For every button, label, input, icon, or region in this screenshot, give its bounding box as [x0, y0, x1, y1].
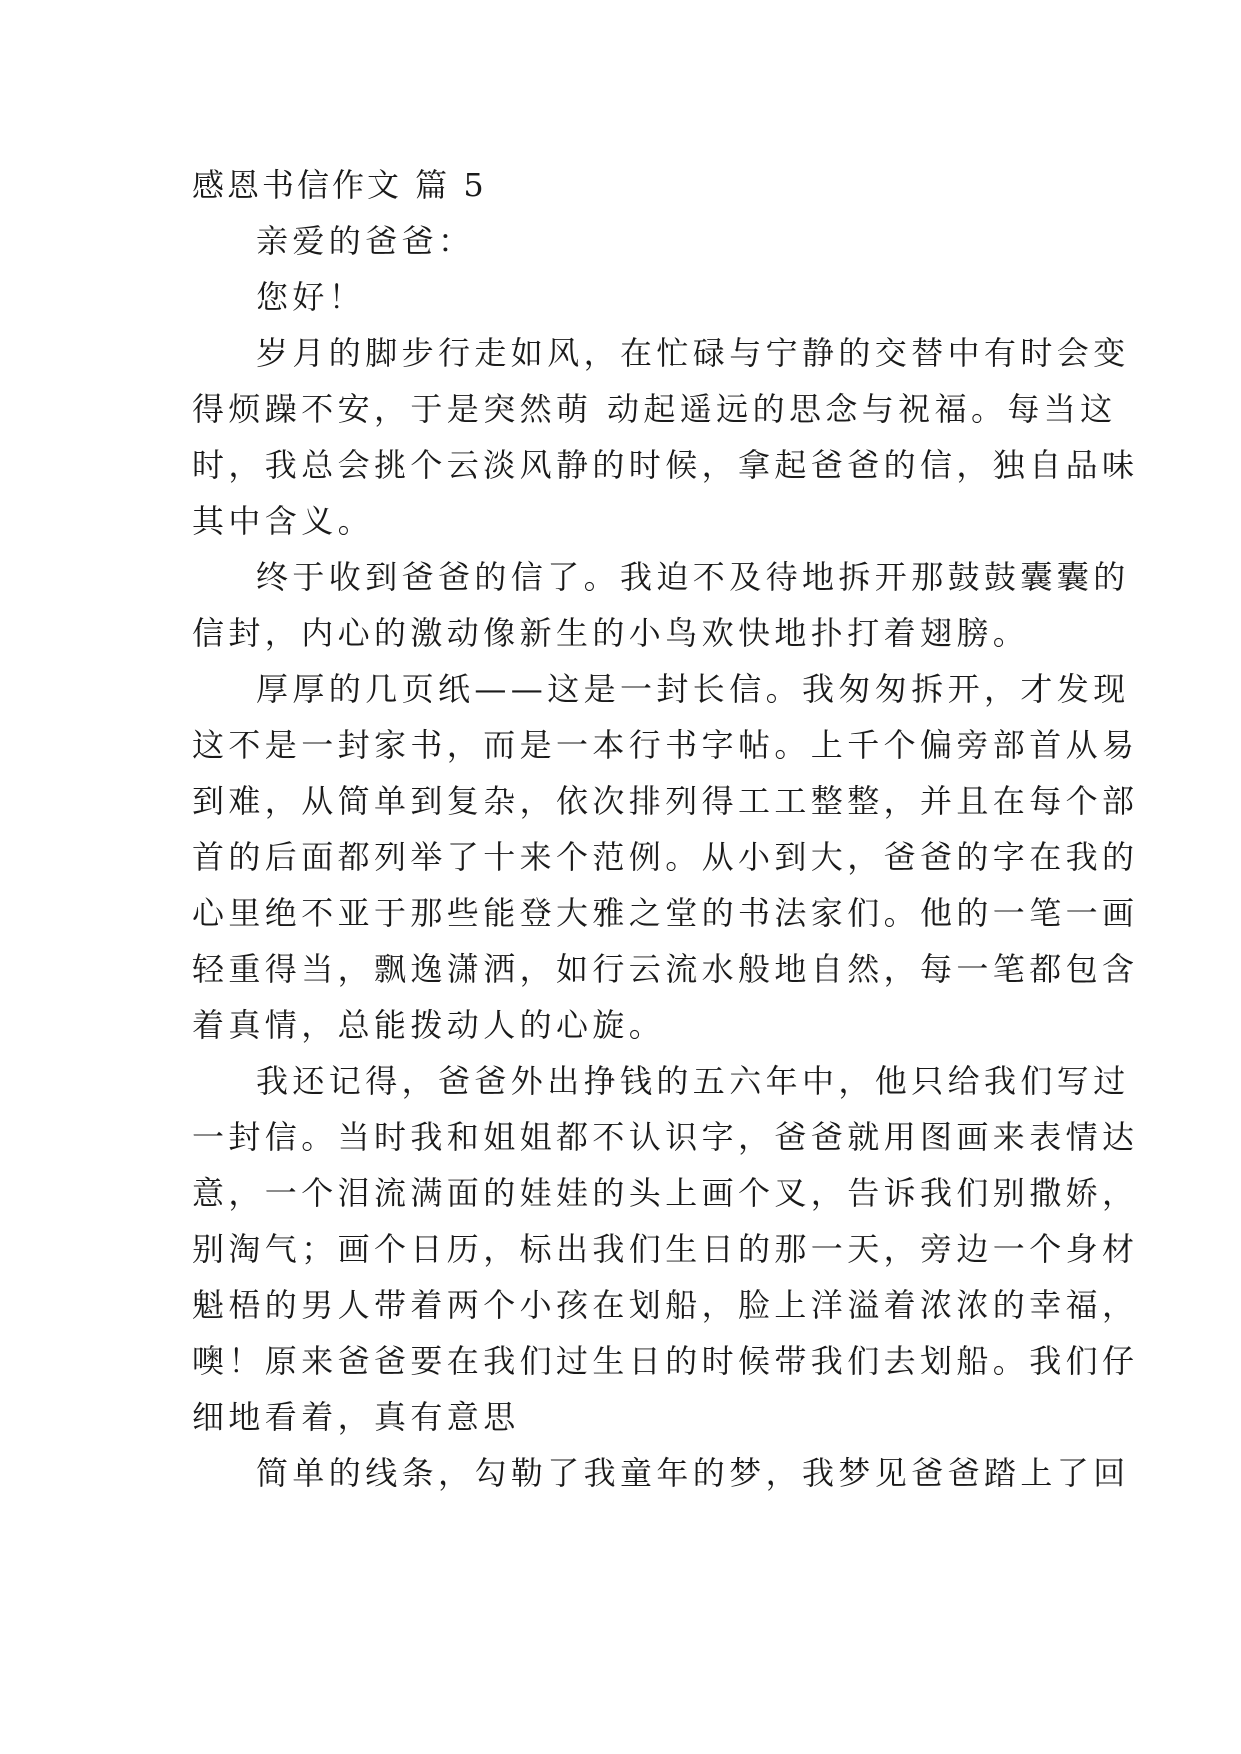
paragraph-line: 着真情，总能拨动人的心旋。	[192, 1006, 666, 1044]
paragraph-line: 我还记得，爸爸外出挣钱的五六年中，他只给我们写过	[256, 1062, 1130, 1100]
paragraph-line: 细地看着，真有意思	[192, 1398, 520, 1436]
paragraph-line: 一封信。当时我和姐姐都不认识字，爸爸就用图画来表情达	[192, 1118, 1139, 1156]
greeting: 您好！	[256, 278, 366, 316]
paragraph-line: 其中含义。	[192, 502, 375, 540]
paragraph-line: 到难，从简单到复杂，依次排列得工工整整，并且在每个部	[192, 782, 1139, 820]
paragraph-line: 别淘气；画个日历，标出我们生日的那一天，旁边一个身材	[192, 1230, 1139, 1268]
paragraph-line: 心里绝不亚于那些能登大雅之堂的书法家们。他的一笔一画	[192, 894, 1139, 932]
paragraph-line: 这不是一封家书，而是一本行书字帖。上千个偏旁部首从易	[192, 726, 1139, 764]
paragraph-line: 魁梧的男人带着两个小孩在划船，脸上洋溢着浓浓的幸福，	[192, 1286, 1139, 1324]
paragraph-line: 得烦躁不安，于是突然萌 动起遥远的思念与祝福。每当这	[192, 390, 1117, 428]
document-title: 感恩书信作文 篇 5	[192, 166, 487, 204]
paragraph-line: 轻重得当，飘逸潇洒，如行云流水般地自然，每一笔都包含	[192, 950, 1139, 988]
paragraph-line: 终于收到爸爸的信了。我迫不及待地拆开那鼓鼓囊囊的	[256, 558, 1130, 596]
paragraph-line: 首的后面都列举了十来个范例。从小到大，爸爸的字在我的	[192, 838, 1139, 876]
paragraph-line: 厚厚的几页纸——这是一封长信。我匆匆拆开，才发现	[256, 670, 1130, 708]
paragraph-line: 意，一个泪流满面的娃娃的头上画个叉，告诉我们别撒娇，	[192, 1174, 1139, 1212]
paragraph-line: 信封，内心的激动像新生的小鸟欢快地扑打着翅膀。	[192, 614, 1030, 652]
paragraph-line: 噢！原来爸爸要在我们过生日的时候带我们去划船。我们仔	[192, 1342, 1139, 1380]
paragraph-line: 岁月的脚步行走如风，在忙碌与宁静的交替中有时会变	[256, 334, 1130, 372]
paragraph-line: 简单的线条，勾勒了我童年的梦，我梦见爸爸踏上了回	[256, 1454, 1130, 1492]
salutation: 亲爱的爸爸：	[256, 222, 475, 260]
paragraph-line: 时，我总会挑个云淡风静的时候，拿起爸爸的信，独自品味	[192, 446, 1139, 484]
